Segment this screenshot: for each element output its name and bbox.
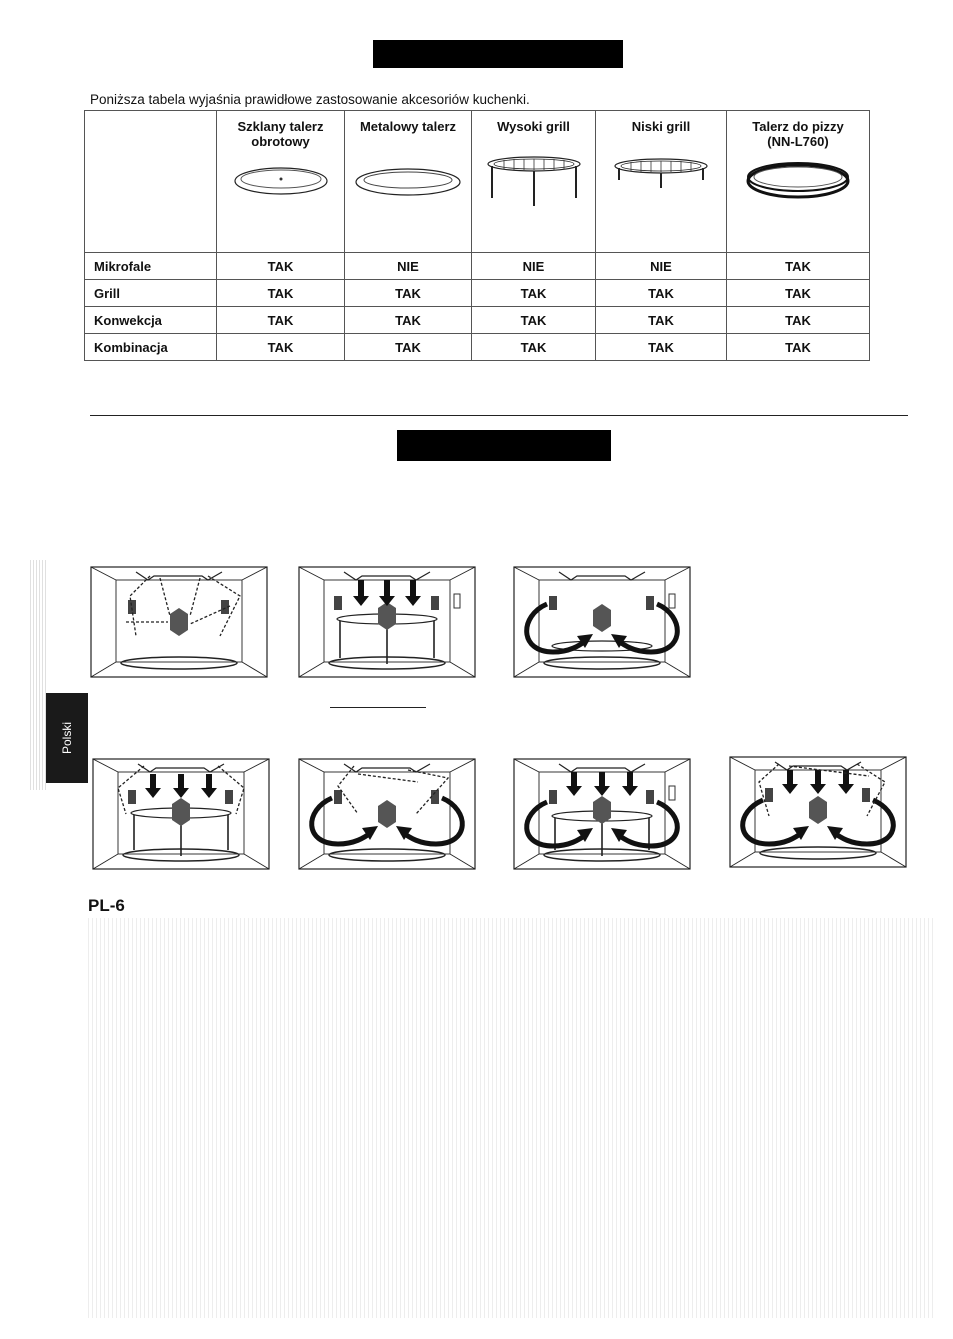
table-cell: TAK (727, 280, 870, 307)
row-label: Mikrofale (85, 253, 217, 280)
scan-noise-area (88, 918, 934, 1318)
language-tab (46, 693, 88, 783)
oven-microwave-diagram (90, 566, 268, 678)
table-cell: TAK (217, 334, 345, 361)
column-header-label: Wysoki grill (497, 119, 570, 134)
table-row (85, 253, 870, 280)
section-divider (90, 415, 908, 416)
table-cell: TAK (345, 280, 472, 307)
table-cell: TAK (217, 307, 345, 334)
table-header-row (85, 111, 870, 253)
section-heading-bar-top (373, 40, 623, 68)
table-cell: NIE (596, 253, 727, 280)
table-cell: TAK (345, 334, 472, 361)
column-header (217, 111, 345, 253)
row-label: Grill (85, 280, 217, 307)
caption-underline (330, 707, 426, 708)
table-cell: NIE (472, 253, 596, 280)
column-header-label: Szklany talerz obrotowy (237, 119, 324, 149)
oven-convection-microwave-diagram (298, 758, 476, 870)
row-label: Konwekcja (85, 307, 217, 334)
table-cell: TAK (472, 334, 596, 361)
low-rack-icon (611, 154, 711, 204)
intro-text: Poniższa tabela wyjaśnia prawidłowe zastosowanie akcesoriów kuchenki. (90, 92, 530, 107)
table-cell: TAK (596, 334, 727, 361)
table-cell: TAK (217, 280, 345, 307)
table-cell: TAK (596, 307, 727, 334)
table-cell: NIE (345, 253, 472, 280)
pizza-tray-icon (743, 155, 853, 203)
column-header (345, 111, 472, 253)
accessories-table (84, 110, 870, 361)
table-cell: TAK (727, 334, 870, 361)
table-cell: TAK (217, 253, 345, 280)
table-corner-cell (85, 111, 217, 253)
row-label: Kombinacja (85, 334, 217, 361)
table-row (85, 280, 870, 307)
table-row (85, 307, 870, 334)
column-header-label: Talerz do pizzy (NN-L760) (752, 119, 844, 149)
high-rack-icon (484, 152, 584, 212)
column-header-label: Metalowy talerz (359, 119, 457, 134)
oven-convection-diagram (513, 566, 691, 678)
section-heading-bar-mid (397, 430, 611, 461)
table-row (85, 334, 870, 361)
column-header (596, 111, 727, 253)
column-header (727, 111, 870, 253)
column-header-label: Niski grill (631, 119, 691, 134)
table-cell: TAK (596, 280, 727, 307)
oven-grill-microwave-diagram (92, 758, 270, 870)
table-cell: TAK (727, 253, 870, 280)
table-cell: TAK (472, 280, 596, 307)
oven-combination-diagram (729, 756, 907, 868)
glass-turntable-icon (231, 159, 331, 199)
table-cell: TAK (727, 307, 870, 334)
column-header (472, 111, 596, 253)
oven-grill-convection-diagram (513, 758, 691, 870)
table-cell: TAK (472, 307, 596, 334)
scan-noise-strip (30, 560, 46, 790)
language-tab-label: Polski (59, 721, 74, 755)
table-cell: TAK (345, 307, 472, 334)
oven-grill-diagram (298, 566, 476, 678)
page-number: PL-6 (88, 896, 125, 915)
metal-tray-icon (353, 160, 463, 200)
